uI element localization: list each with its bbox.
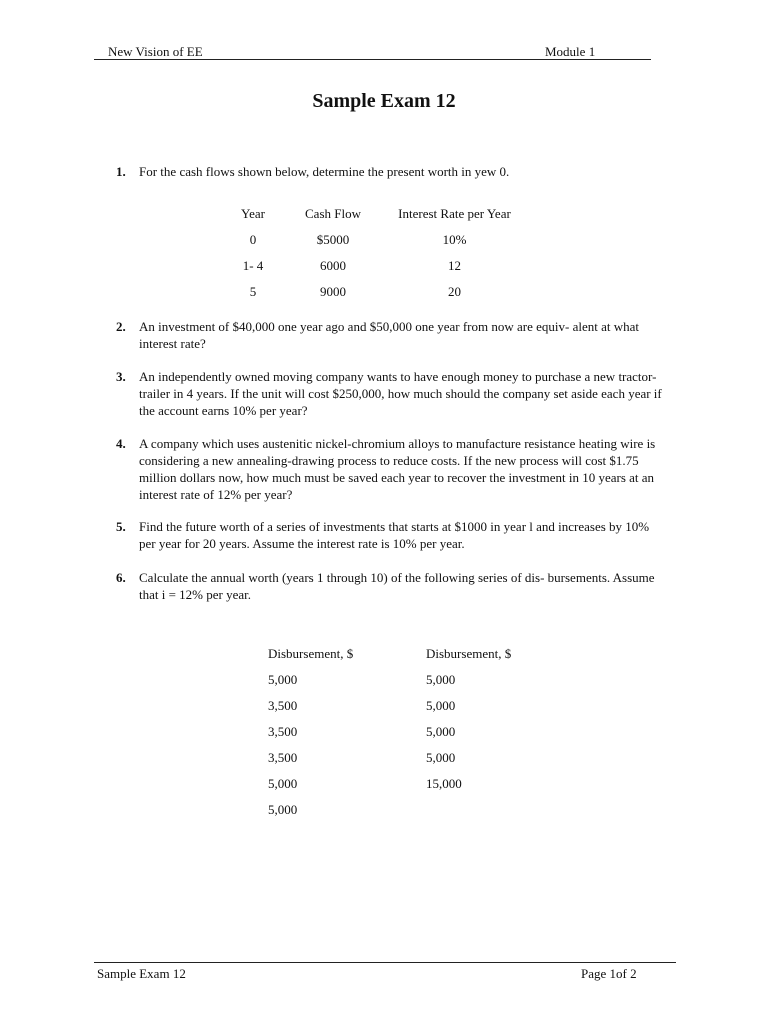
table-cell: 0: [249, 232, 257, 247]
question-number: 3.: [116, 369, 126, 384]
table-cell: 10%: [442, 232, 467, 247]
table-cell: $5000: [316, 232, 350, 247]
question-text: Find the future worth of a series of investments that starts at $1000 in year l and increases by 10% per year for 20 years. Assume the interest rate is 10% per year.: [139, 519, 650, 551]
question-text: For the cash flows shown below, determine the present worth in yew 0.: [139, 164, 510, 179]
table-cell: 5,000: [268, 672, 298, 687]
table-cell: 12: [448, 258, 461, 273]
table-cell: 1- 4: [242, 258, 264, 273]
table-header: Year: [241, 206, 265, 221]
header-module: Module 1: [545, 44, 596, 59]
table-cell: 5,000: [426, 750, 456, 765]
footer-exam-title: Sample Exam 12: [97, 966, 186, 981]
question-number: 1.: [116, 164, 126, 179]
table-header: Cash Flow: [305, 206, 361, 221]
header-course-title: New Vision of EE: [108, 44, 203, 59]
table-cell: 20: [448, 284, 461, 299]
table-cell: 5,000: [426, 698, 456, 713]
question-number: 2.: [116, 319, 126, 334]
table-cell: 9000: [320, 284, 346, 299]
page-header: [94, 44, 651, 60]
question-number: 5.: [116, 519, 126, 534]
page-footer: [94, 962, 676, 983]
question-text: Calculate the annual worth (years 1 through 10) of the following series of dis- bursements. Assume that i = 12% per year.: [139, 570, 655, 602]
question-number: 4.: [116, 436, 126, 451]
table-header: Disbursement, $: [268, 646, 354, 661]
question-number: 6.: [116, 570, 126, 585]
table-cell: 5,000: [268, 802, 298, 817]
table-cell: 5: [249, 284, 257, 299]
table-cell: 5,000: [426, 672, 456, 687]
table-cell: 6000: [320, 258, 346, 273]
table-header: Disbursement, $: [426, 646, 512, 661]
table-cell: 15,000: [426, 776, 462, 791]
table-cell: 3,500: [268, 698, 298, 713]
table-cell: 5,000: [268, 776, 298, 791]
table-cell: 5,000: [426, 724, 456, 739]
question-text: An investment of $40,000 one year ago and $50,000 one year from now are equiv- alent at what interest rate?: [139, 319, 639, 351]
question-text: A company which uses austenitic nickel-chromium alloys to manufacture resistance heating wire is considering a new annealing-drawing process to reduce costs. If the new process will cost $1.75 million dollars now, how much must be saved each year to recover the investment in 10 years at an interest rate of 12% per year?: [139, 436, 656, 502]
table-header: Interest Rate per Year: [398, 206, 511, 221]
table-cell: 3,500: [268, 750, 298, 765]
footer-page-number: Page 1of 2: [581, 966, 637, 981]
table-cell: 3,500: [268, 724, 298, 739]
page-title: Sample Exam 12: [312, 90, 456, 112]
question-text: An independently owned moving company wants to have enough money to purchase a new tractor-trailer in 4 years. If the unit will cost $250,000, how much should the company set aside each year if the account earns 10% per year?: [139, 369, 662, 418]
